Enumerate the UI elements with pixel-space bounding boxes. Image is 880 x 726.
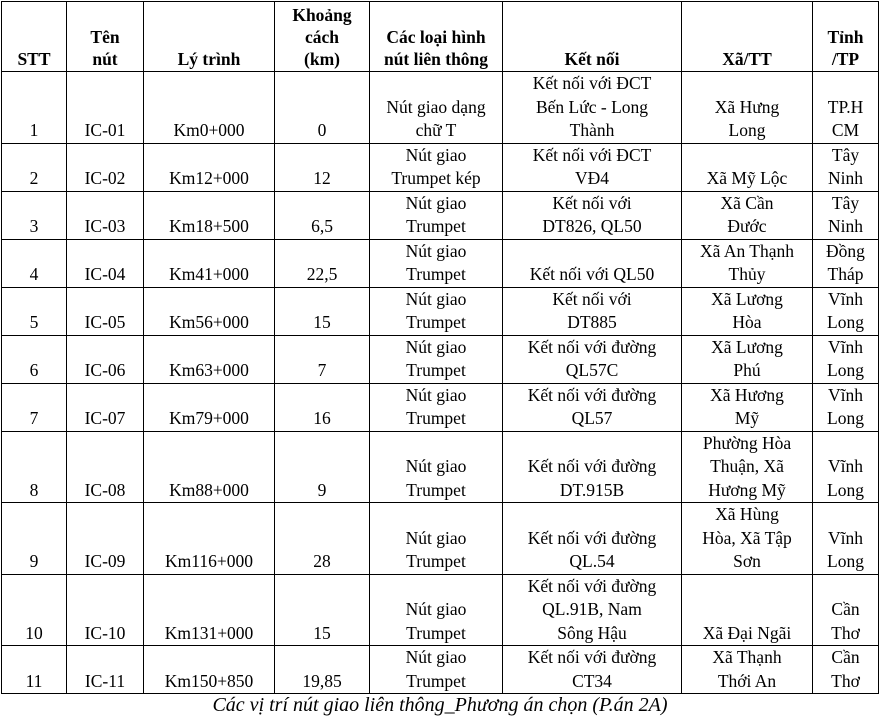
cell-text-line: Kết nối với đường bbox=[527, 647, 657, 667]
cell-xa-tt bbox=[682, 646, 813, 694]
cell-text-line: Km0+000 bbox=[173, 120, 245, 140]
cell-text-line: 8 bbox=[29, 479, 39, 500]
cell-text-line: Xã Lương bbox=[711, 336, 783, 357]
cell-text-line: Sông Hậu bbox=[557, 622, 627, 643]
cell-text-line: Sơn bbox=[733, 551, 761, 571]
cell-khoang-cach bbox=[275, 574, 370, 646]
cell-text-line: Trumpet bbox=[406, 360, 466, 380]
cell-text-line: QL57C bbox=[565, 360, 619, 380]
cell-text-line: IC-04 bbox=[84, 264, 126, 284]
cell-ten-nut bbox=[67, 287, 144, 335]
cell-ten-nut bbox=[67, 335, 144, 383]
cell-xa-tt bbox=[682, 143, 813, 191]
cell-ket-noi bbox=[503, 383, 682, 431]
cell-text-line: Đước bbox=[727, 216, 767, 236]
cell-text-line: Nút giao bbox=[405, 192, 467, 213]
cell-tinh-tp bbox=[813, 335, 879, 383]
cell-xa-tt bbox=[682, 72, 813, 144]
cell-stt bbox=[2, 335, 67, 383]
cell-text-line: IC-01 bbox=[84, 120, 126, 140]
cell-ly-trinh bbox=[144, 431, 275, 503]
table-row bbox=[2, 503, 879, 575]
cell-ket-noi bbox=[503, 646, 682, 694]
cell-text-line: Xã Hương bbox=[710, 384, 784, 405]
table-row bbox=[2, 143, 879, 191]
cell-text-line: Nút giao bbox=[405, 144, 467, 165]
cell-text-line: 2 bbox=[29, 168, 39, 188]
cell-stt bbox=[2, 431, 67, 503]
header-text-line: Các loại hình bbox=[386, 27, 486, 47]
cell-text-line: 9 bbox=[317, 479, 327, 500]
cell-ly-trinh bbox=[144, 503, 275, 575]
cell-text-line: Long bbox=[827, 551, 864, 571]
cell-text-line: 12 bbox=[313, 168, 331, 188]
cell-tinh-tp bbox=[813, 646, 879, 694]
cell-text-line: Ninh bbox=[828, 168, 863, 188]
cell-text-line: Kết nối với đường bbox=[527, 456, 657, 476]
header-text-line: /TP bbox=[831, 49, 860, 69]
cell-text-line: Kết nối với ĐCT bbox=[532, 73, 652, 93]
cell-text-line: Nút giao dạng bbox=[386, 96, 486, 117]
cell-text-line: CM bbox=[831, 120, 860, 140]
cell-loai-hinh bbox=[370, 574, 503, 646]
cell-text-line: Xã Thạnh bbox=[712, 647, 782, 667]
cell-ket-noi bbox=[503, 503, 682, 575]
cell-khoang-cach bbox=[275, 191, 370, 239]
cell-ket-noi bbox=[503, 239, 682, 287]
cell-text-line: Ninh bbox=[828, 216, 863, 236]
cell-text-line: Km131+000 bbox=[164, 622, 254, 643]
cell-text-line: IC-03 bbox=[84, 216, 126, 236]
cell-stt bbox=[2, 191, 67, 239]
cell-text-line: Xã Hưng bbox=[714, 96, 780, 117]
cell-text-line: Trumpet bbox=[406, 479, 466, 500]
cell-xa-tt bbox=[682, 239, 813, 287]
cell-text-line: 10 bbox=[25, 622, 43, 643]
cell-text-line: 28 bbox=[313, 551, 331, 571]
cell-ten-nut bbox=[67, 72, 144, 144]
cell-text-line: Phú bbox=[733, 360, 761, 380]
cell-text-line: 19,85 bbox=[302, 670, 342, 691]
cell-text-line: Kết nối với đường bbox=[527, 336, 657, 357]
cell-ket-noi bbox=[503, 72, 682, 144]
cell-ten-nut bbox=[67, 143, 144, 191]
cell-loai-hinh bbox=[370, 646, 503, 694]
cell-text-line: Trumpet bbox=[406, 622, 466, 643]
cell-text-line: Nút giao bbox=[405, 527, 467, 548]
cell-text-line: Trumpet bbox=[406, 670, 466, 691]
cell-text-line: Km12+000 bbox=[169, 168, 249, 188]
table-row bbox=[2, 335, 879, 383]
cell-loai-hinh bbox=[370, 287, 503, 335]
cell-text-line: 1 bbox=[29, 120, 39, 140]
cell-tinh-tp bbox=[813, 287, 879, 335]
cell-text-line: Đồng bbox=[826, 240, 865, 261]
cell-text-line: Km18+500 bbox=[169, 216, 249, 236]
cell-xa-tt bbox=[682, 503, 813, 575]
cell-text-line: Kết nối với đường bbox=[527, 384, 657, 405]
cell-text-line: 4 bbox=[29, 264, 39, 284]
cell-text-line: Xã Hùng bbox=[715, 504, 779, 524]
cell-tinh-tp bbox=[813, 383, 879, 431]
table-row bbox=[2, 574, 879, 646]
cell-text-line: Hương Mỹ bbox=[708, 479, 786, 500]
cell-ten-nut bbox=[67, 239, 144, 287]
cell-ten-nut bbox=[67, 191, 144, 239]
cell-text-line: Kết nối với bbox=[552, 192, 632, 213]
cell-stt bbox=[2, 287, 67, 335]
cell-text-line: DT885 bbox=[567, 312, 617, 332]
cell-text-line: Trumpet bbox=[406, 551, 466, 571]
cell-text-line: Kết nối với đường bbox=[527, 527, 657, 548]
cell-text-line: Long bbox=[827, 312, 864, 332]
table-row bbox=[2, 646, 879, 694]
cell-text-line: Nút giao bbox=[405, 599, 467, 619]
table-caption: Các vị trí nút giao liên thông_Phương án chọn (P.án 2A) bbox=[212, 694, 668, 716]
cell-text-line: 15 bbox=[313, 622, 331, 643]
cell-loai-hinh bbox=[370, 503, 503, 575]
cell-tinh-tp bbox=[813, 503, 879, 575]
cell-text-line: Tây bbox=[831, 192, 860, 213]
cell-text-line: QL57 bbox=[571, 408, 613, 428]
cell-khoang-cach bbox=[275, 646, 370, 694]
cell-text-line: Nút giao bbox=[405, 336, 467, 357]
cell-text-line: Thới An bbox=[717, 670, 777, 691]
cell-loai-hinh bbox=[370, 239, 503, 287]
cell-text-line: 6 bbox=[29, 360, 39, 380]
cell-text-line: Km88+000 bbox=[169, 479, 249, 500]
cell-khoang-cach bbox=[275, 239, 370, 287]
column-header-loai-hinh bbox=[370, 2, 503, 72]
cell-text-line: Nút giao bbox=[405, 240, 467, 261]
cell-ten-nut bbox=[67, 431, 144, 503]
cell-ly-trinh bbox=[144, 287, 275, 335]
cell-text-line: Mỹ bbox=[734, 408, 760, 428]
cell-loai-hinh bbox=[370, 383, 503, 431]
header-text-line: (km) bbox=[304, 49, 340, 69]
cell-text-line: IC-05 bbox=[84, 312, 126, 332]
cell-text-line: Tháp bbox=[827, 264, 864, 284]
cell-text-line: Nút giao bbox=[405, 647, 467, 667]
column-header-tinh-tp bbox=[813, 2, 879, 72]
cell-ten-nut bbox=[67, 383, 144, 431]
cell-stt bbox=[2, 383, 67, 431]
cell-text-line: 7 bbox=[29, 408, 39, 428]
cell-ly-trinh bbox=[144, 383, 275, 431]
cell-text-line: Xã Đại Ngãi bbox=[702, 622, 792, 643]
cell-ly-trinh bbox=[144, 574, 275, 646]
cell-text-line: Kết nối với QL50 bbox=[529, 264, 655, 284]
cell-loai-hinh bbox=[370, 431, 503, 503]
cell-text-line: Hòa, Xã Tập bbox=[702, 527, 792, 548]
cell-text-line: DT.915B bbox=[559, 479, 625, 500]
cell-text-line: Trumpet kép bbox=[391, 168, 481, 188]
cell-stt bbox=[2, 574, 67, 646]
cell-text-line: Long bbox=[827, 360, 864, 380]
column-header-khoang-cach bbox=[275, 2, 370, 72]
cell-text-line: Thơ bbox=[831, 670, 860, 691]
cell-ket-noi bbox=[503, 431, 682, 503]
cell-text-line: Trumpet bbox=[406, 408, 466, 428]
cell-text-line: Kết nối với đường bbox=[527, 575, 657, 596]
cell-text-line: TP.H bbox=[827, 96, 864, 117]
cell-tinh-tp bbox=[813, 239, 879, 287]
cell-text-line: IC-07 bbox=[84, 408, 126, 428]
cell-xa-tt bbox=[682, 191, 813, 239]
cell-text-line: Vĩnh bbox=[828, 384, 863, 405]
header-text-line: Kết nối bbox=[564, 49, 620, 69]
cell-text-line: IC-02 bbox=[84, 168, 126, 188]
cell-text-line: Bến Lức - Long bbox=[535, 96, 649, 117]
cell-text-line: Nút giao bbox=[405, 456, 467, 476]
table-row bbox=[2, 287, 879, 335]
cell-khoang-cach bbox=[275, 503, 370, 575]
cell-text-line: 5 bbox=[29, 312, 39, 332]
cell-text-line: Nút giao bbox=[405, 288, 467, 309]
column-header-xa-tt bbox=[682, 2, 813, 72]
table-row bbox=[2, 239, 879, 287]
cell-text-line: Km150+850 bbox=[164, 670, 254, 691]
cell-text-line: Vĩnh bbox=[828, 288, 863, 309]
cell-text-line: Vĩnh bbox=[828, 527, 863, 548]
cell-stt bbox=[2, 239, 67, 287]
cell-text-line: QL.91B, Nam bbox=[542, 599, 642, 619]
cell-ket-noi bbox=[503, 574, 682, 646]
cell-text-line: 6,5 bbox=[311, 216, 333, 236]
cell-stt bbox=[2, 143, 67, 191]
cell-ly-trinh bbox=[144, 143, 275, 191]
column-header-ket-noi bbox=[503, 2, 682, 72]
cell-ten-nut bbox=[67, 646, 144, 694]
header-text-line: Xã/TT bbox=[722, 49, 772, 69]
cell-text-line: Trumpet bbox=[406, 312, 466, 332]
cell-text-line: chữ T bbox=[415, 120, 457, 140]
cell-text-line: Thủy bbox=[728, 264, 766, 284]
cell-text-line: VĐ4 bbox=[574, 168, 610, 188]
cell-ly-trinh bbox=[144, 72, 275, 144]
cell-text-line: 9 bbox=[29, 551, 39, 571]
cell-ly-trinh bbox=[144, 191, 275, 239]
cell-text-line: Thuận, Xã bbox=[710, 456, 784, 476]
cell-loai-hinh bbox=[370, 191, 503, 239]
cell-stt bbox=[2, 72, 67, 144]
header-text-line: nút liên thông bbox=[383, 49, 489, 69]
cell-text-line: Long bbox=[728, 120, 766, 140]
cell-text-line: 22,5 bbox=[306, 264, 338, 284]
header-text-line: Tỉnh bbox=[827, 27, 864, 47]
cell-text-line: Phường Hòa bbox=[702, 432, 792, 453]
cell-text-line: Xã Mỹ Lộc bbox=[706, 168, 788, 188]
cell-ten-nut bbox=[67, 503, 144, 575]
cell-text-line: CT34 bbox=[572, 670, 612, 691]
table-row bbox=[2, 383, 879, 431]
column-header-stt bbox=[2, 2, 67, 72]
cell-ten-nut bbox=[67, 574, 144, 646]
cell-text-line: Kết nối với ĐCT bbox=[532, 144, 652, 165]
cell-loai-hinh bbox=[370, 72, 503, 144]
cell-text-line: Km56+000 bbox=[169, 312, 249, 332]
cell-khoang-cach bbox=[275, 287, 370, 335]
cell-text-line: Thơ bbox=[831, 622, 860, 643]
cell-tinh-tp bbox=[813, 574, 879, 646]
table-header-row bbox=[2, 2, 879, 72]
cell-text-line: Km41+000 bbox=[169, 264, 249, 284]
cell-xa-tt bbox=[682, 383, 813, 431]
cell-xa-tt bbox=[682, 287, 813, 335]
cell-text-line: DT826, QL50 bbox=[542, 216, 642, 236]
cell-text-line: Xã An Thạnh bbox=[700, 240, 794, 261]
cell-stt bbox=[2, 503, 67, 575]
table-body bbox=[2, 72, 879, 694]
cell-text-line: Kết nối với bbox=[552, 288, 632, 309]
cell-text-line: IC-08 bbox=[84, 479, 126, 500]
cell-text-line: Cần bbox=[831, 599, 860, 619]
cell-text-line: 3 bbox=[29, 216, 39, 236]
cell-text-line: Xã Lương bbox=[711, 288, 783, 309]
cell-text-line: Trumpet bbox=[406, 216, 466, 236]
header-text-line: STT bbox=[17, 49, 51, 69]
header-text-line: nút bbox=[92, 49, 118, 69]
table-row bbox=[2, 431, 879, 503]
cell-text-line: Trumpet bbox=[406, 264, 466, 284]
cell-ly-trinh bbox=[144, 239, 275, 287]
cell-ket-noi bbox=[503, 287, 682, 335]
cell-text-line: 0 bbox=[317, 120, 327, 140]
cell-khoang-cach bbox=[275, 383, 370, 431]
cell-stt bbox=[2, 646, 67, 694]
cell-ket-noi bbox=[503, 143, 682, 191]
cell-loai-hinh bbox=[370, 335, 503, 383]
cell-text-line: Vĩnh bbox=[828, 456, 863, 476]
cell-text-line: Thành bbox=[569, 120, 615, 140]
header-text-line: Lý trình bbox=[177, 49, 241, 69]
header-text-line: Khoảng bbox=[292, 5, 352, 25]
cell-text-line: 15 bbox=[313, 312, 331, 332]
cell-text-line: 7 bbox=[317, 360, 327, 380]
cell-text-line: Nút giao bbox=[405, 384, 467, 405]
column-header-ten-nut bbox=[67, 2, 144, 72]
cell-tinh-tp bbox=[813, 431, 879, 503]
cell-khoang-cach bbox=[275, 335, 370, 383]
table-row bbox=[2, 191, 879, 239]
cell-xa-tt bbox=[682, 335, 813, 383]
cell-text-line: Long bbox=[827, 479, 864, 500]
cell-ly-trinh bbox=[144, 335, 275, 383]
cell-text-line: IC-06 bbox=[84, 360, 126, 380]
cell-text-line: 16 bbox=[313, 408, 331, 428]
cell-text-line: 11 bbox=[25, 670, 43, 691]
cell-text-line: Km79+000 bbox=[169, 408, 249, 428]
cell-text-line: Cần bbox=[831, 647, 860, 667]
column-header-ly-trinh bbox=[144, 2, 275, 72]
cell-text-line: Xã Cần bbox=[720, 192, 774, 213]
interchange-table bbox=[1, 1, 879, 694]
cell-text-line: Long bbox=[827, 408, 864, 428]
cell-tinh-tp bbox=[813, 191, 879, 239]
cell-tinh-tp bbox=[813, 72, 879, 144]
cell-loai-hinh bbox=[370, 143, 503, 191]
header-text-line: cách bbox=[304, 27, 340, 47]
table-row bbox=[2, 72, 879, 144]
cell-text-line: QL.54 bbox=[569, 551, 615, 571]
cell-xa-tt bbox=[682, 574, 813, 646]
cell-text-line: Hòa bbox=[732, 312, 762, 332]
cell-text-line: Km116+000 bbox=[165, 551, 253, 571]
cell-tinh-tp bbox=[813, 143, 879, 191]
cell-khoang-cach bbox=[275, 431, 370, 503]
cell-xa-tt bbox=[682, 431, 813, 503]
cell-khoang-cach bbox=[275, 143, 370, 191]
header-text-line: Tên bbox=[90, 27, 120, 47]
cell-text-line: Vĩnh bbox=[828, 336, 863, 357]
cell-text-line: IC-10 bbox=[84, 622, 126, 643]
cell-text-line: Km63+000 bbox=[169, 360, 249, 380]
cell-ly-trinh bbox=[144, 646, 275, 694]
cell-ket-noi bbox=[503, 335, 682, 383]
cell-text-line: IC-11 bbox=[84, 670, 126, 691]
cell-ket-noi bbox=[503, 191, 682, 239]
cell-khoang-cach bbox=[275, 72, 370, 144]
cell-text-line: IC-09 bbox=[84, 551, 126, 571]
cell-text-line: Tây bbox=[831, 144, 860, 165]
